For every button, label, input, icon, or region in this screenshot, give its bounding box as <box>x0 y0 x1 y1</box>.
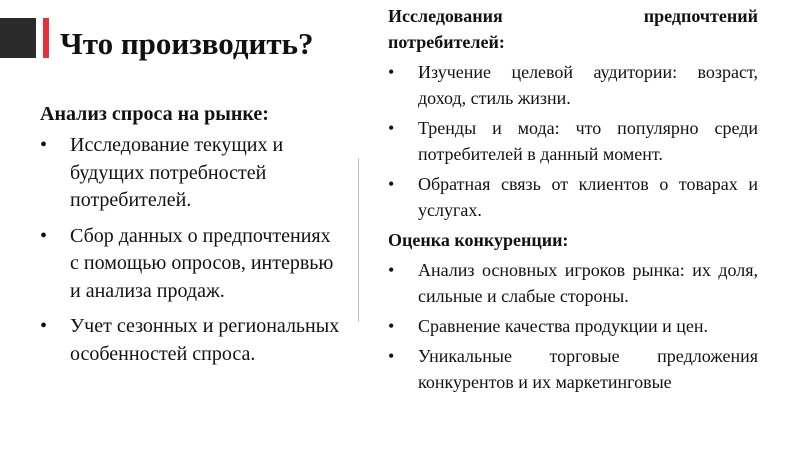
consumer-preferences-heading: Исследования предпочтений <box>388 6 758 26</box>
demand-analysis-section <box>40 100 340 376</box>
demand-analysis-heading: Анализ спроса на рынке: <box>40 103 269 125</box>
list-item: • Обратная связь от клиентов о товарах и услугах. <box>388 171 758 223</box>
column-divider <box>358 158 359 322</box>
decorative-red-bar <box>43 18 49 58</box>
slide-title: Что производить? <box>60 26 314 61</box>
decorative-dark-block <box>0 18 36 58</box>
list-item: • Тренды и мода: что популярно среди потребителей в данный момент. <box>388 115 758 167</box>
competition-assessment-list <box>388 257 758 395</box>
list-item: • Сравнение качества продукции и цен. <box>388 313 758 339</box>
consumer-preferences-heading-cont: потребителей: <box>388 32 505 52</box>
list-item: • Сбор данных о предпочтениях с помощью опросов, интервью и анализа продаж. <box>40 223 340 306</box>
list-item: • Уникальные торговые предложения конкурентов и их маркетинговые <box>388 343 758 395</box>
consumer-preferences-list <box>388 59 758 223</box>
list-item: • Изучение целевой аудитории: возраст, доход, стиль жизни. <box>388 59 758 111</box>
list-item: • Анализ основных игроков рынка: их доля, сильные и слабые стороны. <box>388 257 758 309</box>
list-item: • Исследование текущих и будущих потребностей потребителей. <box>40 132 340 215</box>
right-column <box>388 3 758 399</box>
demand-analysis-list <box>40 132 340 368</box>
list-item: • Учет сезонных и региональных особенностей спроса. <box>40 313 340 368</box>
competition-assessment-heading: Оценка конкуренции: <box>388 230 569 250</box>
